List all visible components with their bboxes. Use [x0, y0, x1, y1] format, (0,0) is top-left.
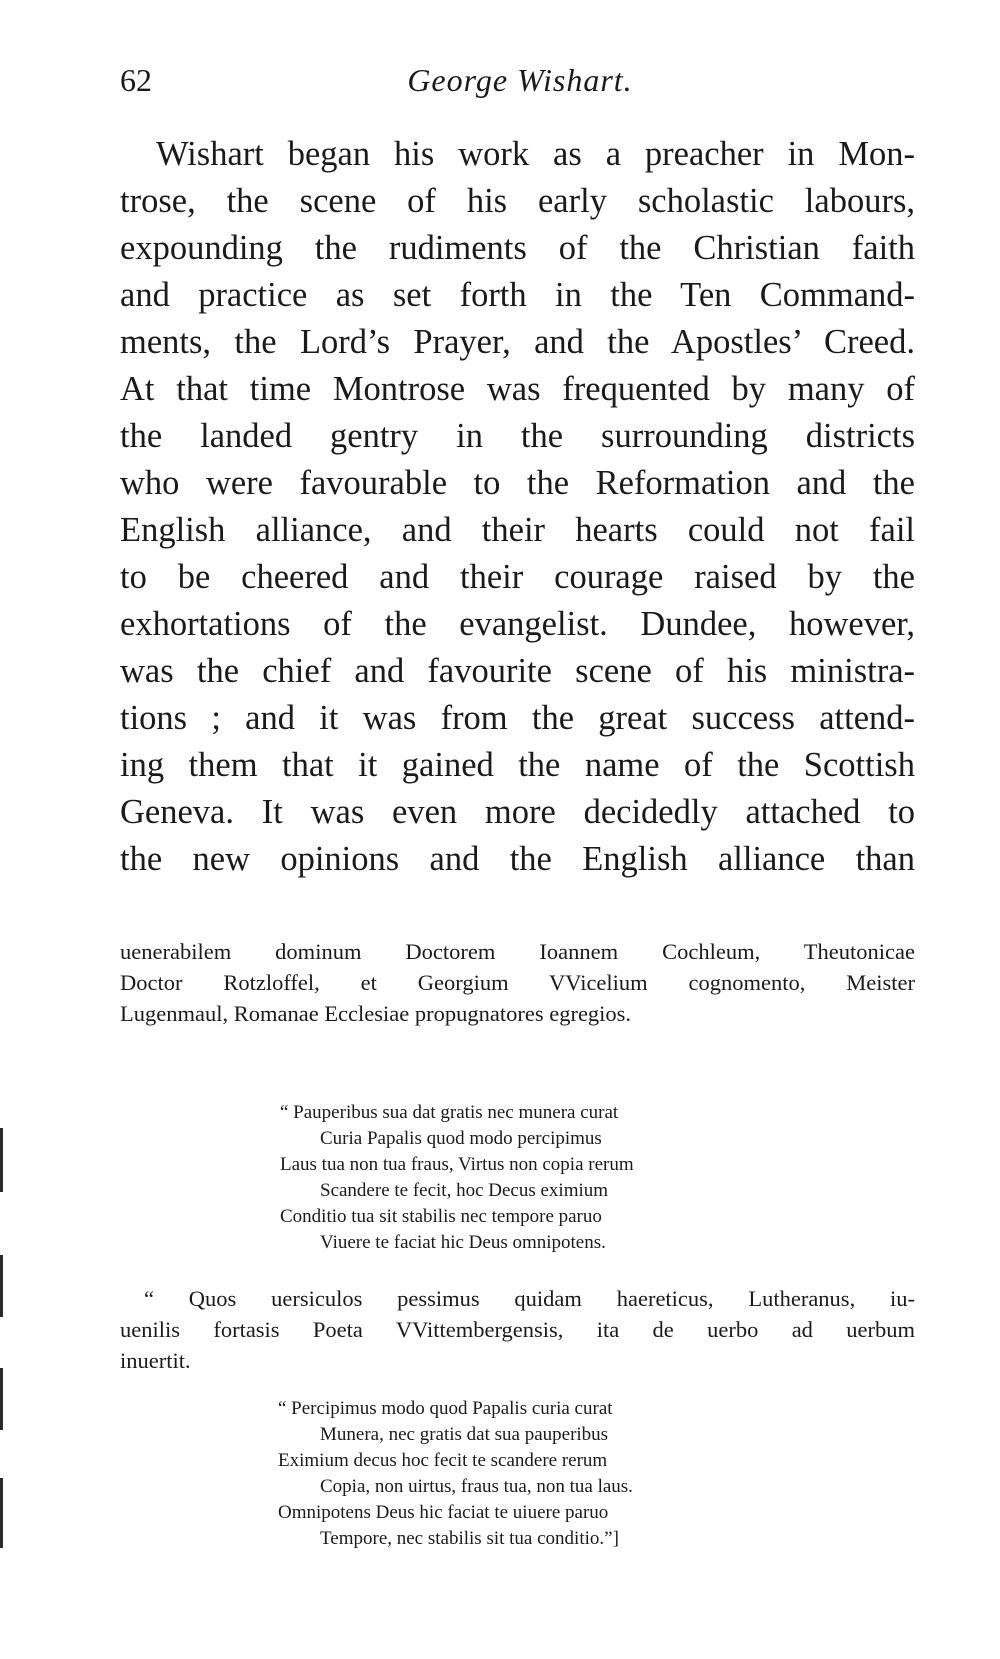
page-number: 62	[120, 62, 152, 98]
body-text	[120, 131, 915, 883]
verse-line: Eximium decus hoc fecit te scandere rerum	[278, 1450, 608, 1471]
verse-line: Copia, non uirtus, fraus tua, non tua laus.	[320, 1476, 633, 1497]
verse-line: Viuere te faciat hic Deus omnipotens.	[320, 1232, 606, 1253]
scan-margin-mark	[0, 1478, 3, 1548]
verse-line: “ Pauperibus sua dat gratis nec munera curat	[280, 1102, 619, 1123]
scan-margin-mark	[0, 1128, 3, 1192]
body-line: trose, the scene of his early scholastic labours,	[120, 182, 915, 220]
body-line: tions ; and it was from the great success attend-	[120, 699, 915, 737]
scan-margin-mark	[0, 1368, 3, 1430]
latin-verse-inverted	[0, 1396, 795, 1552]
body-line: English alliance, and their hearts could not fail	[120, 511, 915, 549]
verse-line: Tempore, nec stabilis sit tua conditio.”]	[320, 1528, 619, 1549]
verse-line: Laus tua non tua fraus, Virtus non copia rerum	[280, 1154, 634, 1175]
body-line: expounding the rudiments of the Christian faith	[120, 229, 915, 267]
body-line: who were favourable to the Reformation and the	[120, 464, 915, 502]
footnote-line: Lugenmaul, Romanae Ecclesiae propugnatores egregios.	[120, 1001, 632, 1026]
verse-line: “ Percipimus modo quod Papalis curia curat	[278, 1398, 613, 1419]
body-line: exhortations of the evangelist. Dundee, however,	[120, 605, 915, 643]
latin-verse-original	[0, 1100, 795, 1256]
footnote-line: Doctor Rotzloffel, et Georgium VVicelium cognomento, Meister	[120, 970, 915, 995]
body-line: ing them that it gained the name of the Scottish	[120, 746, 915, 784]
body-line: the new opinions and the English alliance than	[120, 840, 915, 878]
body-line: Wishart began his work as a preacher in Mon-	[156, 135, 915, 173]
body-line: to be cheered and their courage raised by the	[120, 558, 915, 596]
verse-line: Omnipotens Deus hic faciat te uiuere paruo	[278, 1502, 609, 1523]
body-line: and practice as set forth in the Ten Command-	[120, 276, 915, 314]
verse-line: Curia Papalis quod modo percipimus	[320, 1128, 602, 1149]
scan-margin-mark	[0, 1255, 3, 1317]
body-line: ments, the Lord’s Prayer, and the Apostles’ Creed.	[120, 323, 915, 361]
verse-line: Munera, nec gratis dat sua pauperibus	[320, 1424, 609, 1445]
footnote-line: inuertit.	[120, 1348, 191, 1373]
running-title: George Wishart.	[407, 62, 633, 98]
body-line: Geneva. It was even more decidedly attached to	[120, 793, 915, 831]
running-head	[120, 62, 920, 112]
body-line: the landed gentry in the surrounding districts	[120, 417, 915, 455]
footnote-line: uenerabilem dominum Doctorem Ioannem Cochleum, Theutonicae	[120, 939, 915, 964]
verse-line: Conditio tua sit stabilis nec tempore paruo	[280, 1206, 602, 1227]
footnote-line: “ Quos uersiculos pessimus quidam haereticus, Lutheranus, iu-	[144, 1286, 915, 1311]
body-line: was the chief and favourite scene of his ministra-	[120, 652, 915, 690]
footnote	[120, 936, 915, 1029]
body-line: At that time Montrose was frequented by many of	[120, 370, 915, 408]
verse-line: Scandere te fecit, hoc Decus eximium	[320, 1180, 609, 1201]
footnote-commentary	[120, 1283, 915, 1376]
footnote-line: uenilis fortasis Poeta VVittembergensis, ita de uerbo ad uerbum	[120, 1317, 915, 1342]
